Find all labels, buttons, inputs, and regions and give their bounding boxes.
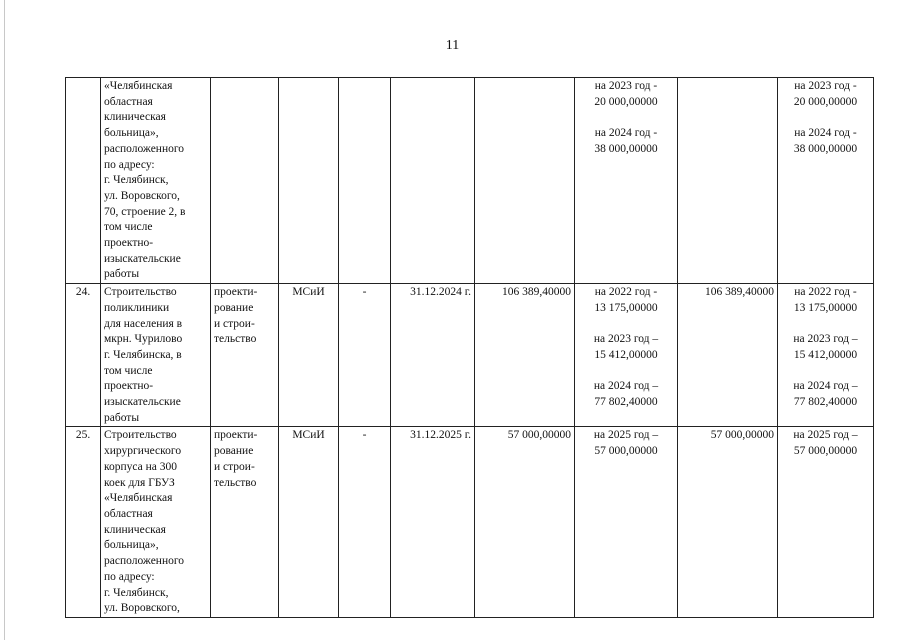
executor-cell: МСиИ [279, 284, 339, 427]
dash-cell [339, 78, 391, 284]
total-funding-cell: 106 389,40000 [678, 284, 778, 427]
total-funding-cell: 57 000,00000 [678, 427, 778, 617]
table-row [66, 78, 874, 284]
total-cost-cell: 57 000,00000 [475, 427, 575, 617]
table-row [66, 284, 874, 427]
object-name-cell: «Челябинская областная клиническая больница», расположенного по адресу: г. Челябинск, ул. Воровского, 70, строение 2, в том числе проектно- изыскательские работы [101, 78, 211, 284]
row-number-cell [66, 78, 101, 284]
dash-cell: - [339, 284, 391, 427]
deadline-cell: 31.12.2024 г. [391, 284, 475, 427]
yearly-funding-cell: на 2023 год - 20 000,00000 на 2024 год - 38 000,00000 [778, 78, 874, 284]
work-type-cell: проекти- рование и строи- тельство [211, 427, 279, 617]
work-type-cell: проекти- рование и строи- тельство [211, 284, 279, 427]
yearly-cost-cell: на 2022 год - 13 175,00000 на 2023 год – 15 412,00000 на 2024 год – 77 802,40000 [575, 284, 678, 427]
row-number-cell: 25. [66, 427, 101, 617]
yearly-cost-cell: на 2023 год - 20 000,00000 на 2024 год - 38 000,00000 [575, 78, 678, 284]
total-cost-cell: 106 389,40000 [475, 284, 575, 427]
deadline-cell: 31.12.2025 г. [391, 427, 475, 617]
page-number: 11 [445, 38, 460, 53]
row-number-cell: 24. [66, 284, 101, 427]
yearly-cost-cell: на 2025 год – 57 000,00000 [575, 427, 678, 617]
page-edge-line [4, 0, 5, 640]
executor-cell [279, 78, 339, 284]
construction-objects-table [65, 77, 874, 618]
total-cost-cell [475, 78, 575, 284]
yearly-funding-cell: на 2022 год - 13 175,00000 на 2023 год – 15 412,00000 на 2024 год – 77 802,40000 [778, 284, 874, 427]
executor-cell: МСиИ [279, 427, 339, 617]
work-type-cell [211, 78, 279, 284]
object-name-cell: Строительство поликлиники для населения в мкрн. Чурилово г. Челябинска, в том числе проектно- изыскательские работы [101, 284, 211, 427]
deadline-cell [391, 78, 475, 284]
table-row [66, 427, 874, 617]
object-name-cell: Строительство хирургического корпуса на 300 коек для ГБУЗ «Челябинская областная клиническая больница», расположенного по адресу: г. Челябинск, ул. Воровского, [101, 427, 211, 617]
yearly-funding-cell: на 2025 год – 57 000,00000 [778, 427, 874, 617]
dash-cell: - [339, 427, 391, 617]
total-funding-cell [678, 78, 778, 284]
